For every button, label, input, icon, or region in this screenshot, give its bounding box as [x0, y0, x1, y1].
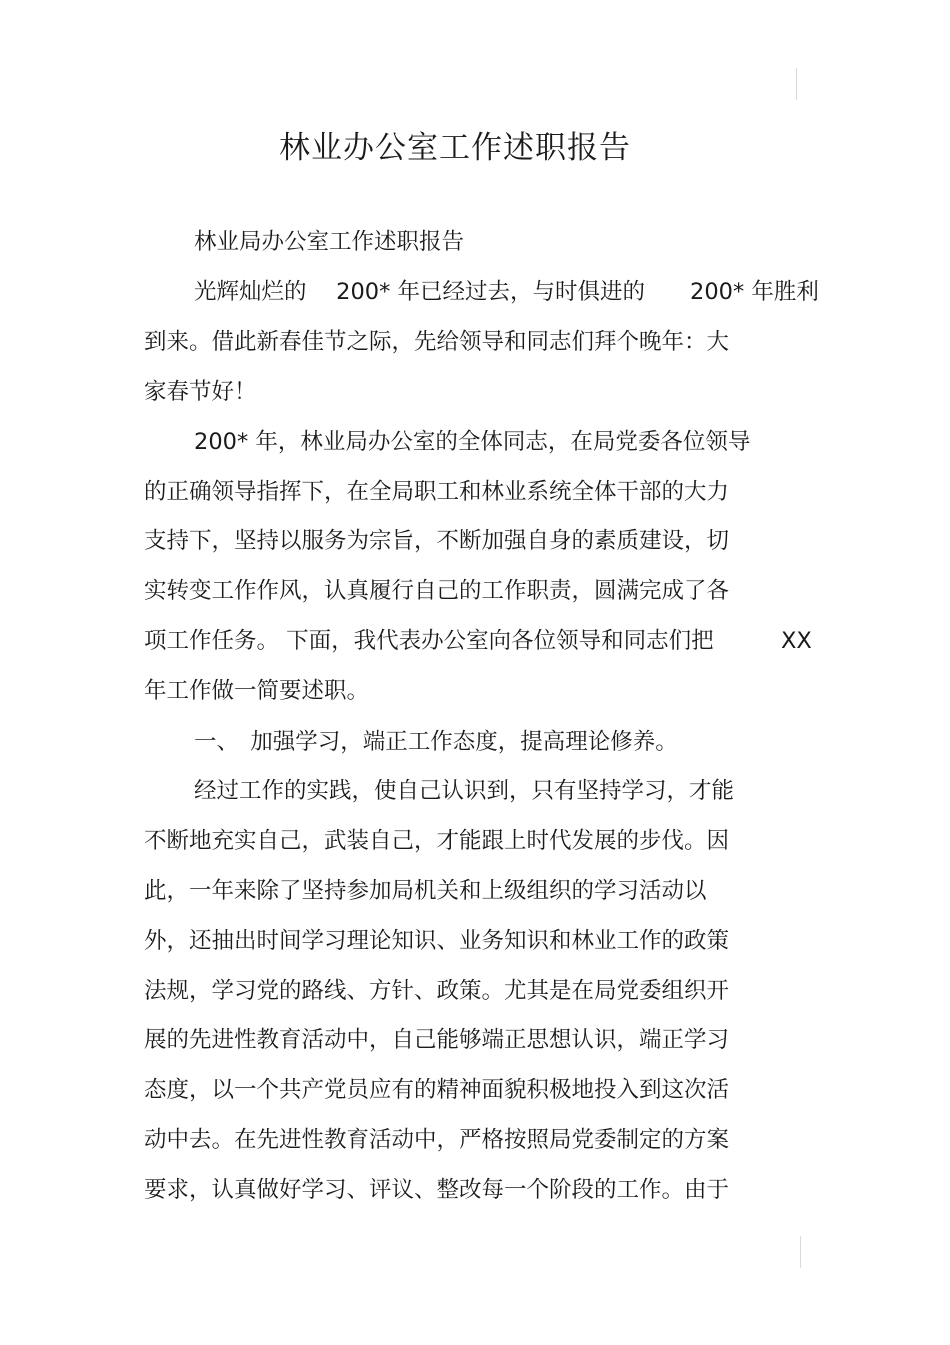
paragraph-line: 年工作做一简要述职。 [144, 678, 370, 704]
paragraph-line: 外，还抽出时间学习理论知识、业务知识和林业工作的政策 [144, 928, 730, 954]
paragraph-line: 动中去。在先进性教育活动中，严格按照局党委制定的方案 [144, 1127, 730, 1153]
paragraph-line: 200* 年，林业局办公室的全体同志，在局党委各位领导 [194, 429, 751, 455]
paragraph-line: 展的先进性教育活动中，自己能够端正思想认识，端正学习 [144, 1027, 730, 1053]
page-corner-mark-top [796, 68, 797, 100]
paragraph-line: 的正确领导指挥下，在全局职工和林业系统全体干部的大力 [144, 479, 730, 505]
page-corner-mark-bottom [800, 1236, 801, 1268]
paragraph-line: 要求，认真做好学习、评议、整改每一个阶段的工作。由于 [144, 1177, 730, 1203]
paragraph-line: 不断地充实自己，武装自己，才能跟上时代发展的步伐。因 [144, 828, 730, 854]
paragraph-line: 家春节好！ [144, 379, 257, 405]
subtitle-line: 林业局办公室工作述职报告 [194, 229, 465, 255]
paragraph-line: 光辉灿烂的 200* 年已经过去，与时俱进的 200* 年胜利 [194, 279, 819, 305]
paragraph-line: 法规，学习党的路线、方针、政策。尤其是在局党委组织开 [144, 978, 730, 1004]
paragraph-line: 到来。借此新春佳节之际，先给领导和同志们拜个晚年：大 [144, 329, 730, 355]
paragraph-line-tail: XX [781, 628, 812, 654]
paragraph-line: 态度，以一个共产党员应有的精神面貌积极地投入到这次活 [144, 1077, 730, 1103]
paragraph-line: 实转变工作作风，认真履行自己的工作职责，圆满完成了各 [144, 578, 730, 604]
paragraph-line: 经过工作的实践，使自己认识到，只有坚持学习，才能 [194, 778, 735, 804]
section-heading: 一、 加强学习，端正工作态度，提高理论修养。 [194, 729, 678, 755]
paragraph-line: 项工作任务。 下面，我代表办公室向各位领导和同志们把 [144, 628, 714, 654]
paragraph-line: 支持下，坚持以服务为宗旨，不断加强自身的素质建设，切 [144, 528, 730, 554]
document-title: 林业办公室工作述职报告 [279, 130, 631, 166]
paragraph-line: 此，一年来除了坚持参加局机关和上级组织的学习活动以 [144, 878, 707, 904]
